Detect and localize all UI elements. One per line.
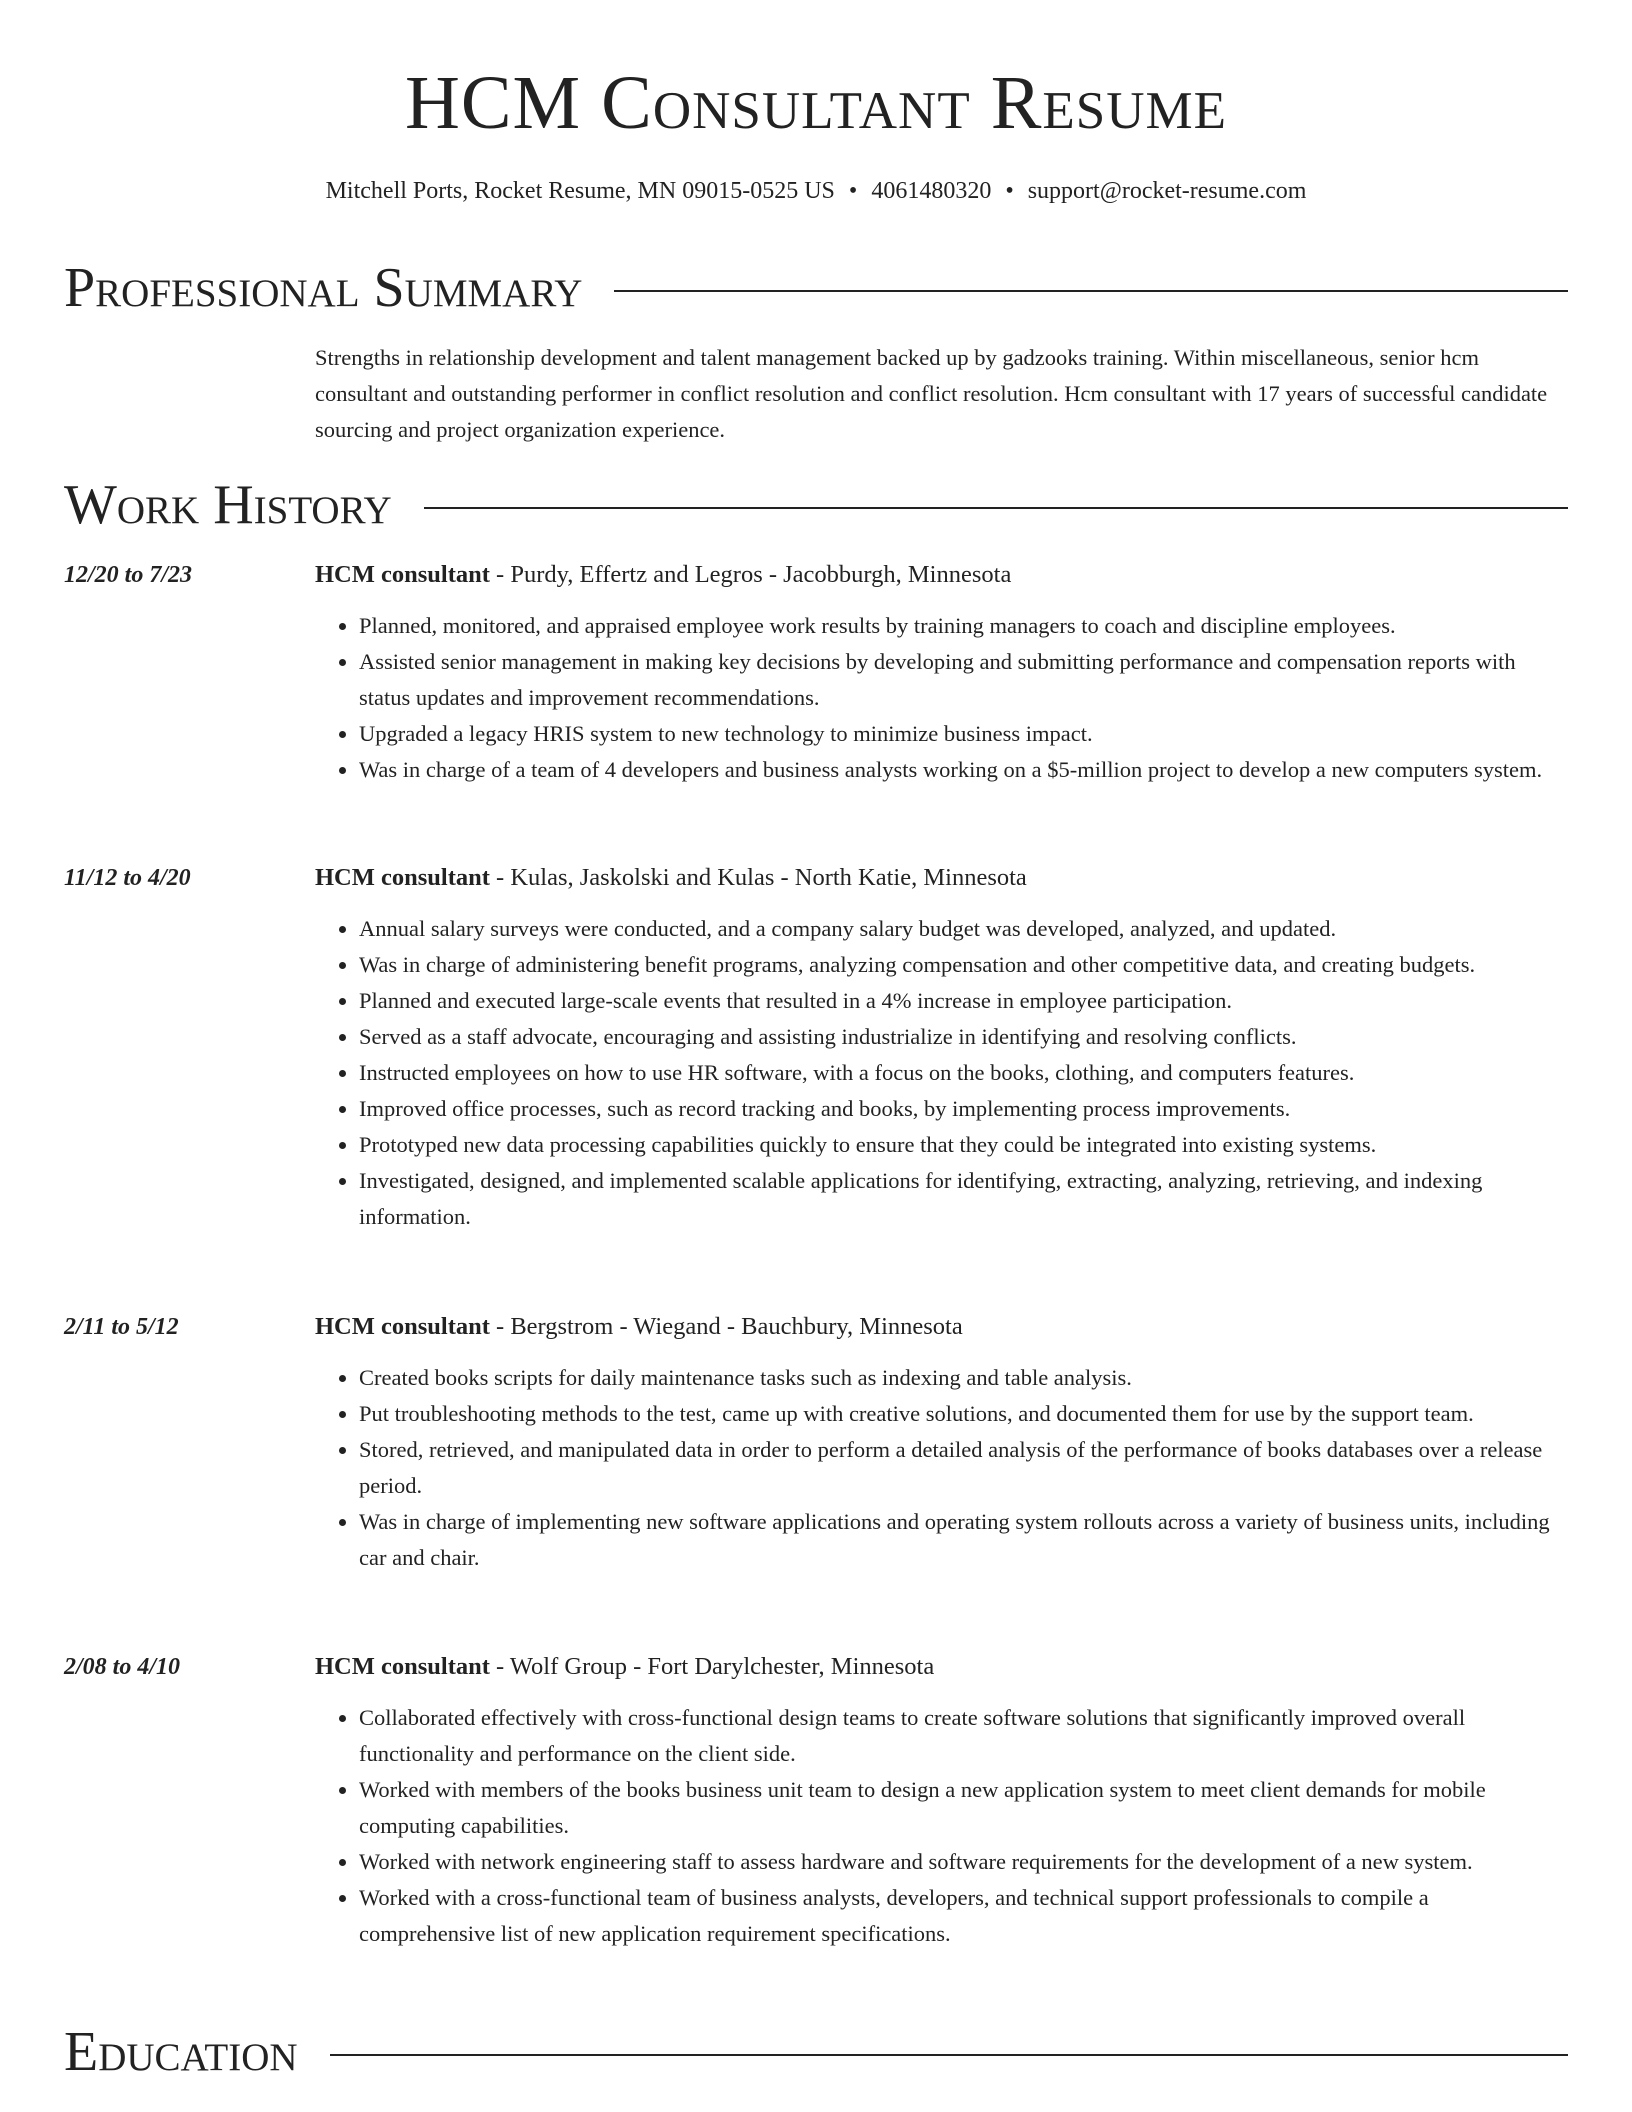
- job-bullet: • Planned, monitored, and appraised employee work results by training managers to coach and discipline employees.: [359, 608, 1570, 644]
- job-bullet: • Created books scripts for daily maintenance tasks such as indexing and table analysis.: [359, 1360, 1570, 1396]
- job-bullet: • Instructed employees on how to use HR software, with a focus on the books, clothing, and computers features.: [359, 1055, 1570, 1091]
- job-dates: 2/11 to 5/12: [64, 1314, 179, 1340]
- job-bullets: [315, 911, 1570, 1235]
- job-dates: 2/08 to 4/10: [64, 1654, 181, 1680]
- job-bullet: • Annual salary surveys were conducted, and a company salary budget was developed, analyzed, and updated.: [359, 911, 1570, 947]
- job-employer: - Bergstrom - Wiegand - Bauchbury, Minnesota: [489, 1313, 963, 1340]
- job-role: HCM consultant: [315, 1653, 490, 1680]
- job-bullet: • Was in charge of a team of 4 developers and business analysts working on a $5-million project to develop a new computers system.: [359, 752, 1570, 788]
- job-bullet: • Improved office processes, such as record tracking and books, by implementing process improvements.: [359, 1091, 1570, 1127]
- job-bullet: • Was in charge of administering benefit programs, analyzing compensation and other competitive data, and creating budgets.: [359, 947, 1570, 983]
- job-role: HCM consultant: [315, 1313, 490, 1340]
- section-rule: [424, 507, 1568, 509]
- job-bullet: • Investigated, designed, and implemented scalable applications for identifying, extracting, analyzing, retrieving, and indexing information.: [359, 1163, 1570, 1235]
- contact-email: support@rocket-resume.com: [1027, 178, 1307, 204]
- job-dates: 12/20 to 7/23: [64, 562, 193, 588]
- contact-separator: •: [848, 178, 858, 204]
- job-bullets: [315, 1700, 1570, 1952]
- page-title: HCM Consultant Resume: [404, 61, 1228, 145]
- job-employer: - Purdy, Effertz and Legros - Jacobburgh, Minnesota: [489, 561, 1012, 588]
- job-role: HCM consultant: [315, 561, 490, 588]
- contact-separator: •: [1005, 178, 1014, 204]
- job-bullet: • Served as a staff advocate, encouraging and assisting industrialize in identifying and resolving conflicts.: [359, 1019, 1570, 1055]
- job-bullets: [315, 1360, 1570, 1576]
- contact-phone: 4061480320: [871, 178, 992, 204]
- section-rule: [330, 2054, 1568, 2056]
- job-bullets: [315, 608, 1570, 788]
- job-title-line: [315, 558, 1011, 592]
- job-title-line: [315, 1310, 963, 1344]
- job-bullet: • Worked with network engineering staff to assess hardware and software requirements for the development of a new system.: [359, 1844, 1570, 1880]
- job-bullet: • Prototyped new data processing capabilities quickly to ensure that they could be integrated into existing systems.: [359, 1127, 1570, 1163]
- job-bullet: • Was in charge of implementing new software applications and operating system rollouts across a variety of business units, including car and chair.: [359, 1504, 1570, 1576]
- work-history-heading: Work History: [64, 474, 392, 536]
- contact-address: Mitchell Ports, Rocket Resume, MN 09015-0525 US: [325, 178, 835, 204]
- job-bullet: • Stored, retrieved, and manipulated data in order to perform a detailed analysis of the performance of books databases over a release period.: [359, 1432, 1570, 1504]
- job-employer: - Kulas, Jaskolski and Kulas - North Katie, Minnesota: [489, 864, 1027, 891]
- job-bullet: • Worked with members of the books business unit team to design a new application system to meet client demands for mobile computing capabilities.: [359, 1772, 1570, 1844]
- job-role: HCM consultant: [315, 864, 490, 891]
- summary-section-heading: [64, 255, 1568, 321]
- job-employer: - Wolf Group - Fort Darylchester, Minnesota: [489, 1653, 935, 1680]
- contact-line: [0, 175, 1632, 207]
- education-section-heading: [64, 2019, 1568, 2085]
- summary-text: Strengths in relationship development and talent management backed up by gadzooks training. Within miscellaneous, senior hcm consultant and outstanding performer in conflict resolution and conflict resolution. Hcm consultant with 17 years of successful candidate sourcing and project organization experience.: [315, 345, 1548, 442]
- job-bullet: • Collaborated effectively with cross-functional design teams to create software solutions that significantly improved overall functionality and performance on the client side.: [359, 1700, 1570, 1772]
- summary-heading: Professional Summary: [64, 257, 583, 319]
- job-title-line: [315, 1650, 934, 1684]
- job-title-line: [315, 861, 1027, 895]
- work-history-section-heading: [64, 472, 1568, 538]
- job-bullet: • Put troubleshooting methods to the test, came up with creative solutions, and documented them for use by the support team.: [359, 1396, 1570, 1432]
- job-bullet: • Assisted senior management in making key decisions by developing and submitting performance and compensation reports with status updates and improvement recommendations.: [359, 644, 1570, 716]
- section-rule: [614, 290, 1568, 292]
- job-bullet: • Upgraded a legacy HRIS system to new technology to minimize business impact.: [359, 716, 1570, 752]
- job-bullet: • Planned and executed large-scale events that resulted in a 4% increase in employee participation.: [359, 983, 1570, 1019]
- job-bullet: • Worked with a cross-functional team of business analysts, developers, and technical support professionals to compile a comprehensive list of new application requirement specifications.: [359, 1880, 1570, 1952]
- job-dates: 11/12 to 4/20: [64, 865, 191, 891]
- education-heading: Education: [64, 2021, 298, 2083]
